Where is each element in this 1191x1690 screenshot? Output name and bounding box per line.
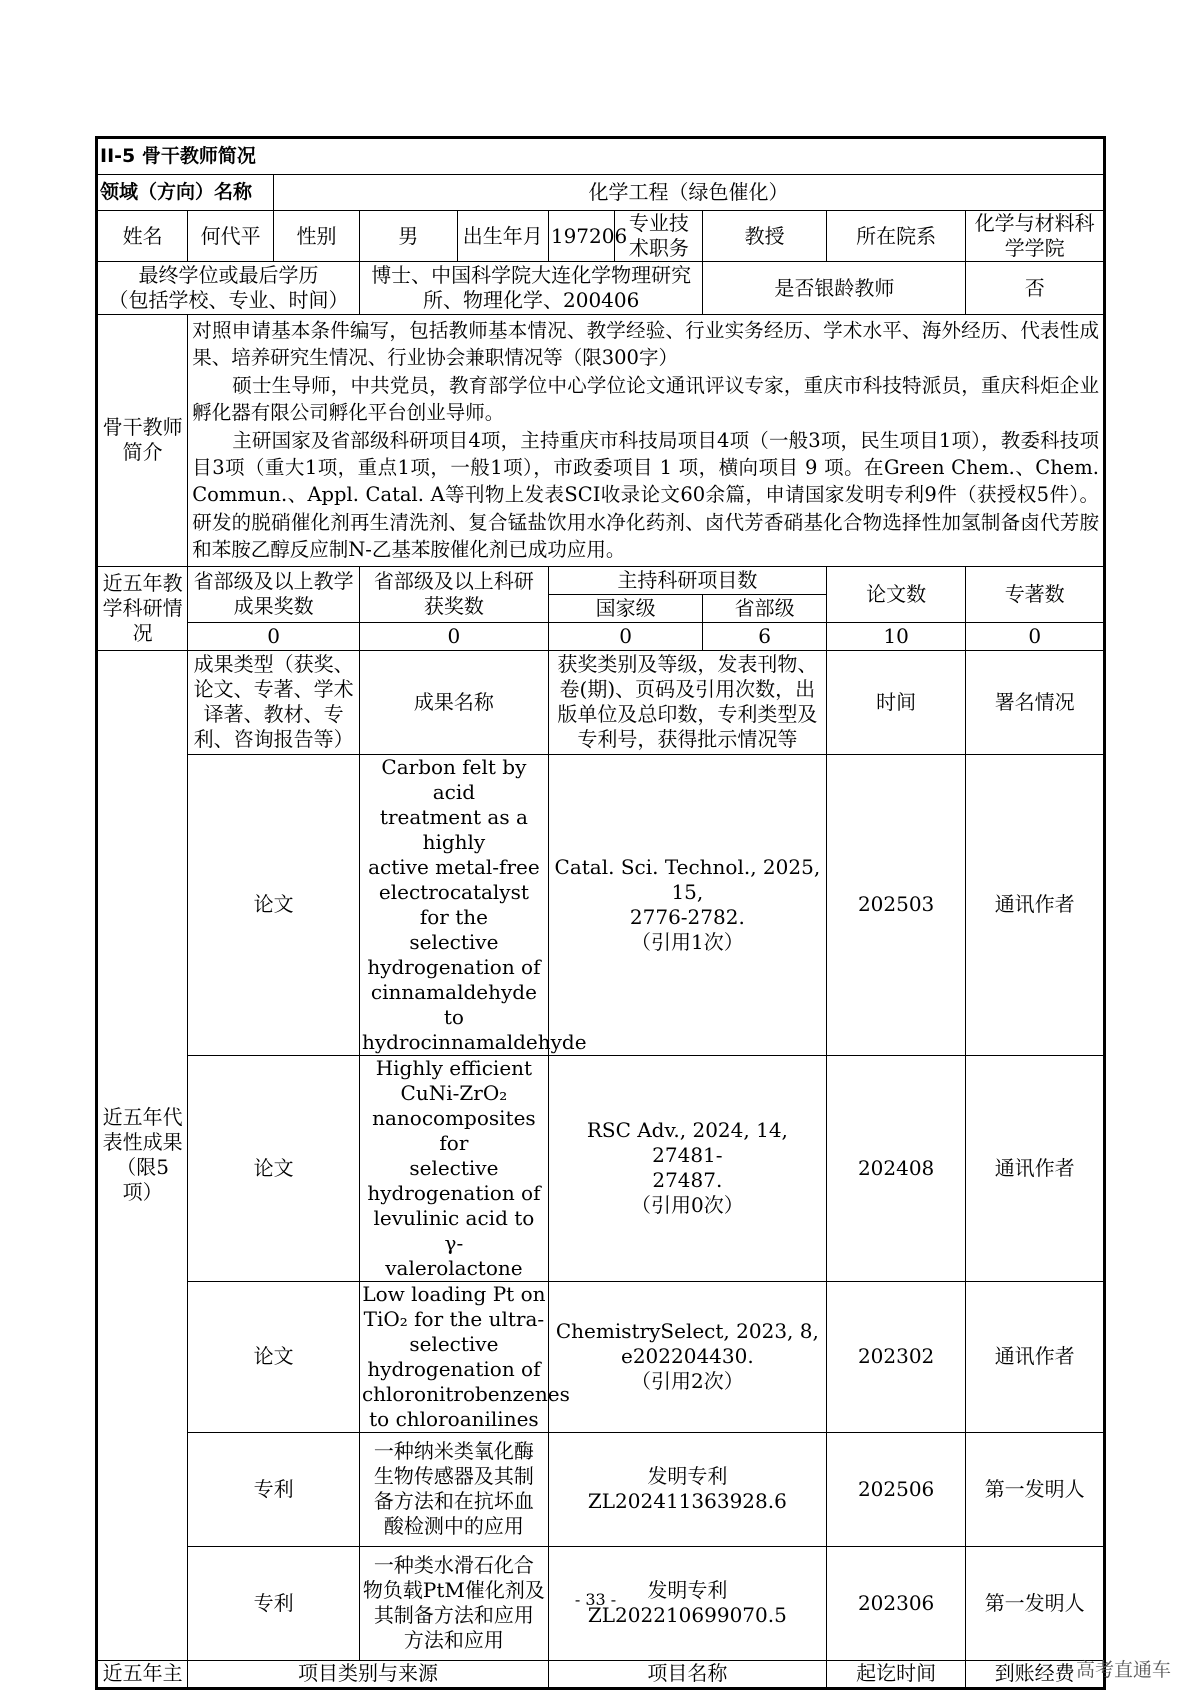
projects-funding-header: 到账经费 xyxy=(966,1660,1105,1688)
achievements-label xyxy=(97,650,188,1660)
ach-name-line: selective xyxy=(409,1331,499,1356)
ach-label-line-4: 项） xyxy=(122,1180,163,1205)
intro-text xyxy=(188,315,1105,567)
stats-teaching-awards-value: 0 xyxy=(188,622,360,650)
stats-research-awards-value: 0 xyxy=(359,622,548,650)
field-label: 领域（方向）名称 xyxy=(97,175,274,211)
ach-time: 202408 xyxy=(826,1055,966,1281)
dept-value-line-1: 化学与材料科 xyxy=(974,211,1095,235)
ach-role: 第一发明人 xyxy=(966,1546,1105,1660)
ach-detail-line: （引用2次） xyxy=(630,1369,744,1394)
ach-h3-line-1: 获奖类别及等级，发表刊物、 xyxy=(557,652,818,677)
ach-time: 202302 xyxy=(826,1281,966,1432)
ach-detail-line: Catal. Sci. Technol., 2025, 15, xyxy=(554,854,821,904)
watermark: 高考直通车 xyxy=(1075,1659,1171,1681)
ach-name-line: hydrocinnamaldehyde xyxy=(361,1029,587,1054)
ach-role: 通讯作者 xyxy=(966,1055,1105,1281)
ach-h1-line-3: 译著、教材、专 xyxy=(203,702,344,727)
ach-name-line: selective xyxy=(409,929,499,954)
ach-name-line: 物负载PtM催化剂及 xyxy=(362,1578,545,1603)
stats-label xyxy=(97,566,188,650)
stats-projects-header: 主持科研项目数 xyxy=(548,566,826,594)
ach-name-line: nanocomposites for xyxy=(372,1105,536,1155)
ach-name-line: 生物传感器及其制 xyxy=(373,1464,534,1489)
intro-label-line-1: 骨干教师 xyxy=(102,415,183,440)
title-label-line-2: 术职务 xyxy=(628,236,689,260)
ach-name-line: cinnamaldehyde to xyxy=(370,979,537,1029)
ach-name xyxy=(359,1281,570,1432)
teacher-profile-table xyxy=(95,136,1106,1690)
ach-name-line: TiO₂ for the ultra- xyxy=(363,1306,545,1331)
ach-h1-line-2: 论文、专著、学术 xyxy=(193,677,354,702)
title-label-line-1: 专业技 xyxy=(628,211,689,235)
ach-time: 202306 xyxy=(826,1546,966,1660)
ach-name xyxy=(359,1055,548,1281)
ach-name-line: 一种纳米类氧化酶 xyxy=(373,1439,534,1464)
ach-label-line-3: （限5 xyxy=(116,1155,169,1180)
ach-type: 专利 xyxy=(188,1546,360,1660)
stats-national-value: 0 xyxy=(548,622,703,650)
degree-label-line-2: （包括学校、专业、时间） xyxy=(108,288,349,312)
ach-label-line-2: 表性成果 xyxy=(102,1130,183,1155)
stats-papers-value: 10 xyxy=(826,622,966,650)
projects-name-header: 项目名称 xyxy=(548,1660,826,1688)
birth-value: 197206 xyxy=(548,211,615,262)
ach-name-line: 备方法和在抗坏血 xyxy=(373,1489,534,1514)
ach-name-line: 一种类水滑石化合 xyxy=(373,1553,534,1578)
ach-name-line: electrocatalyst for the xyxy=(378,879,529,929)
ach-name-line: 其制备方法和应用 xyxy=(373,1603,534,1628)
ach-type: 论文 xyxy=(188,1281,360,1432)
projects-label: 近五年主 xyxy=(97,1660,188,1688)
dept-value-line-2: 学学院 xyxy=(1004,236,1065,260)
ach-name-line: CuNi-ZrO₂ xyxy=(400,1080,508,1105)
ach-time-header: 时间 xyxy=(826,650,966,754)
intro-label xyxy=(97,315,188,567)
ach-type-header xyxy=(188,650,360,754)
ach-detail xyxy=(548,1055,826,1281)
stats-national-header: 国家级 xyxy=(548,594,703,622)
ach-h1-line-1: 成果类型（获奖、 xyxy=(193,652,354,677)
stats-h1-line-1: 省部级及以上教学 xyxy=(193,569,354,594)
ach-name-line: valerolactone xyxy=(385,1255,523,1280)
field-value: 化学工程（绿色催化） xyxy=(274,175,1105,211)
stats-papers-header: 论文数 xyxy=(826,566,966,622)
stats-label-line-3: 况 xyxy=(132,620,153,645)
stats-provincial-value: 6 xyxy=(703,622,826,650)
ach-name-line: hydrogenation of xyxy=(367,954,541,979)
ach-detail xyxy=(548,754,826,1055)
ach-detail xyxy=(548,1432,826,1546)
ach-type: 论文 xyxy=(188,1055,360,1281)
ach-name-line: to chloroanilines xyxy=(369,1406,539,1431)
ach-detail-line: （引用0次） xyxy=(630,1193,744,1218)
projects-category-header: 项目类别与来源 xyxy=(188,1660,549,1688)
name-value: 何代平 xyxy=(188,211,274,262)
ach-detail-line: 2776-2782. xyxy=(629,904,745,929)
page-number: - 33 - xyxy=(574,1590,617,1609)
ach-detail-line: ZL202411363928.6 xyxy=(587,1489,787,1514)
dept-value xyxy=(966,211,1105,262)
title-label xyxy=(615,211,703,262)
ach-detail-line: ChemistrySelect, 2023, 8, xyxy=(555,1319,819,1344)
stats-monographs-header: 专著数 xyxy=(966,566,1105,622)
ach-h3-line-4: 专利号，获得批示情况等 xyxy=(577,727,798,752)
ach-detail-line: 发明专利 xyxy=(647,1578,728,1603)
ach-detail-line: RSC Adv., 2024, 14, 27481- xyxy=(586,1118,788,1168)
ach-name-line: treatment as a highly xyxy=(379,804,528,854)
degree-value-line-2: 所、物理化学、200406 xyxy=(423,288,640,312)
title-value: 教授 xyxy=(703,211,826,262)
ach-type: 论文 xyxy=(188,754,360,1055)
intro-paragraph-1: 对照申请基本条件编写，包括教师基本情况、教学经验、行业实务经历、学术水平、海外经历、代表性成果、培养研究生情况、行业协会兼职情况等（限300字） xyxy=(192,319,1099,370)
ach-detail-line: 27487. xyxy=(652,1168,723,1193)
ach-name-line: Highly efficient xyxy=(375,1055,533,1080)
stats-teaching-awards-header xyxy=(188,566,360,622)
stats-label-line-2: 学科研情 xyxy=(102,595,183,620)
degree-label-line-1: 最终学位或最后学历 xyxy=(138,263,319,287)
projects-period-header: 起讫时间 xyxy=(826,1660,966,1688)
stats-research-awards-header xyxy=(359,566,548,622)
stats-h2-line-2: 获奖数 xyxy=(423,594,484,619)
section-title: II-5 骨干教师简况 xyxy=(97,138,1105,175)
ach-detail-header xyxy=(548,650,826,754)
intro-label-line-2: 简介 xyxy=(122,440,163,465)
ach-name-line: Carbon felt by acid xyxy=(381,754,527,804)
ach-type: 专利 xyxy=(188,1432,360,1546)
ach-name xyxy=(359,1432,548,1546)
gender-value: 男 xyxy=(359,211,457,262)
ach-detail xyxy=(548,1281,826,1432)
degree-value xyxy=(359,262,702,315)
ach-name-line: chloronitrobenzenes xyxy=(361,1381,570,1406)
ach-name-line: Low loading Pt on xyxy=(362,1281,546,1306)
ach-h3-line-2: 卷(期)、页码及引用次数，出 xyxy=(559,677,816,702)
stats-provincial-header: 省部级 xyxy=(703,594,826,622)
ach-name-line: hydrogenation of xyxy=(367,1180,541,1205)
ach-name-line: active metal-free xyxy=(368,854,540,879)
ach-role-header: 署名情况 xyxy=(966,650,1105,754)
ach-name-line: 酸检测中的应用 xyxy=(383,1514,524,1539)
ach-time: 202506 xyxy=(826,1432,966,1546)
stats-h1-line-2: 成果奖数 xyxy=(233,594,314,619)
ach-h3-line-3: 版单位及总印数，专利类型及 xyxy=(557,702,818,727)
ach-detail-line: ZL202210699070.5 xyxy=(587,1603,787,1628)
gender-label: 性别 xyxy=(274,211,360,262)
degree-label xyxy=(97,262,360,315)
ach-name-header: 成果名称 xyxy=(359,650,548,754)
ach-label-line-1: 近五年代 xyxy=(102,1105,183,1130)
stats-h2-line-1: 省部级及以上科研 xyxy=(373,569,534,594)
intro-paragraph-3: 主研国家及省部级科研项目4项，主持重庆市科技局项目4项（一般3项，民生项目1项），教委科技项目3项（重大1项，重点1项，一般1项），市政委项目 1 项，横向项目 9 项。在Green Chem.、Chem. Commun.、Appl. Catal. A等刊物上发表SCI收录论文60余篇，申请国家发明专利9件（获授权5件）。研发的脱硝催化剂再生清洗剂、复合锰盐饮用水净化药剂、卤代芳香硝基化合物选择性加氢制备卤代芳胺和苯胺乙醇反应制N-乙基苯胺催化剂已成功应用。 xyxy=(192,428,1099,562)
achievement-row xyxy=(97,1055,1105,1281)
silver-value: 否 xyxy=(966,262,1105,315)
ach-name-line: 方法和应用 xyxy=(403,1628,504,1653)
birth-label: 出生年月 xyxy=(457,211,548,262)
ach-detail-line: 发明专利 xyxy=(647,1464,728,1489)
stats-monographs-value: 0 xyxy=(966,622,1105,650)
name-label: 姓名 xyxy=(97,211,188,262)
achievement-row xyxy=(97,1281,1105,1432)
ach-name xyxy=(359,754,587,1055)
ach-name-line: levulinic acid to γ- xyxy=(373,1205,535,1255)
achievement-row xyxy=(97,754,1105,1055)
degree-value-line-1: 博士、中国科学院大连化学物理研究 xyxy=(371,263,692,287)
ach-role: 通讯作者 xyxy=(966,1281,1105,1432)
dept-label: 所在院系 xyxy=(826,211,966,262)
ach-h1-line-4: 利、咨询报告等） xyxy=(193,727,354,752)
ach-detail-line: e202204430. xyxy=(621,1344,754,1369)
ach-detail-line: （引用1次） xyxy=(630,929,744,954)
silver-label: 是否银龄教师 xyxy=(703,262,966,315)
ach-time: 202503 xyxy=(826,754,966,1055)
ach-name-line: selective xyxy=(409,1155,499,1180)
ach-role: 第一发明人 xyxy=(966,1432,1105,1546)
ach-role: 通讯作者 xyxy=(966,754,1105,1055)
stats-label-line-1: 近五年教 xyxy=(102,570,183,595)
ach-name-line: hydrogenation of xyxy=(367,1356,541,1381)
intro-paragraph-2: 硕士生导师，中共党员，教育部学位中心学位论文通讯评议专家，重庆市科技特派员，重庆科炬企业孵化器有限公司孵化平台创业导师。 xyxy=(192,373,1099,425)
achievement-row xyxy=(97,1432,1105,1546)
